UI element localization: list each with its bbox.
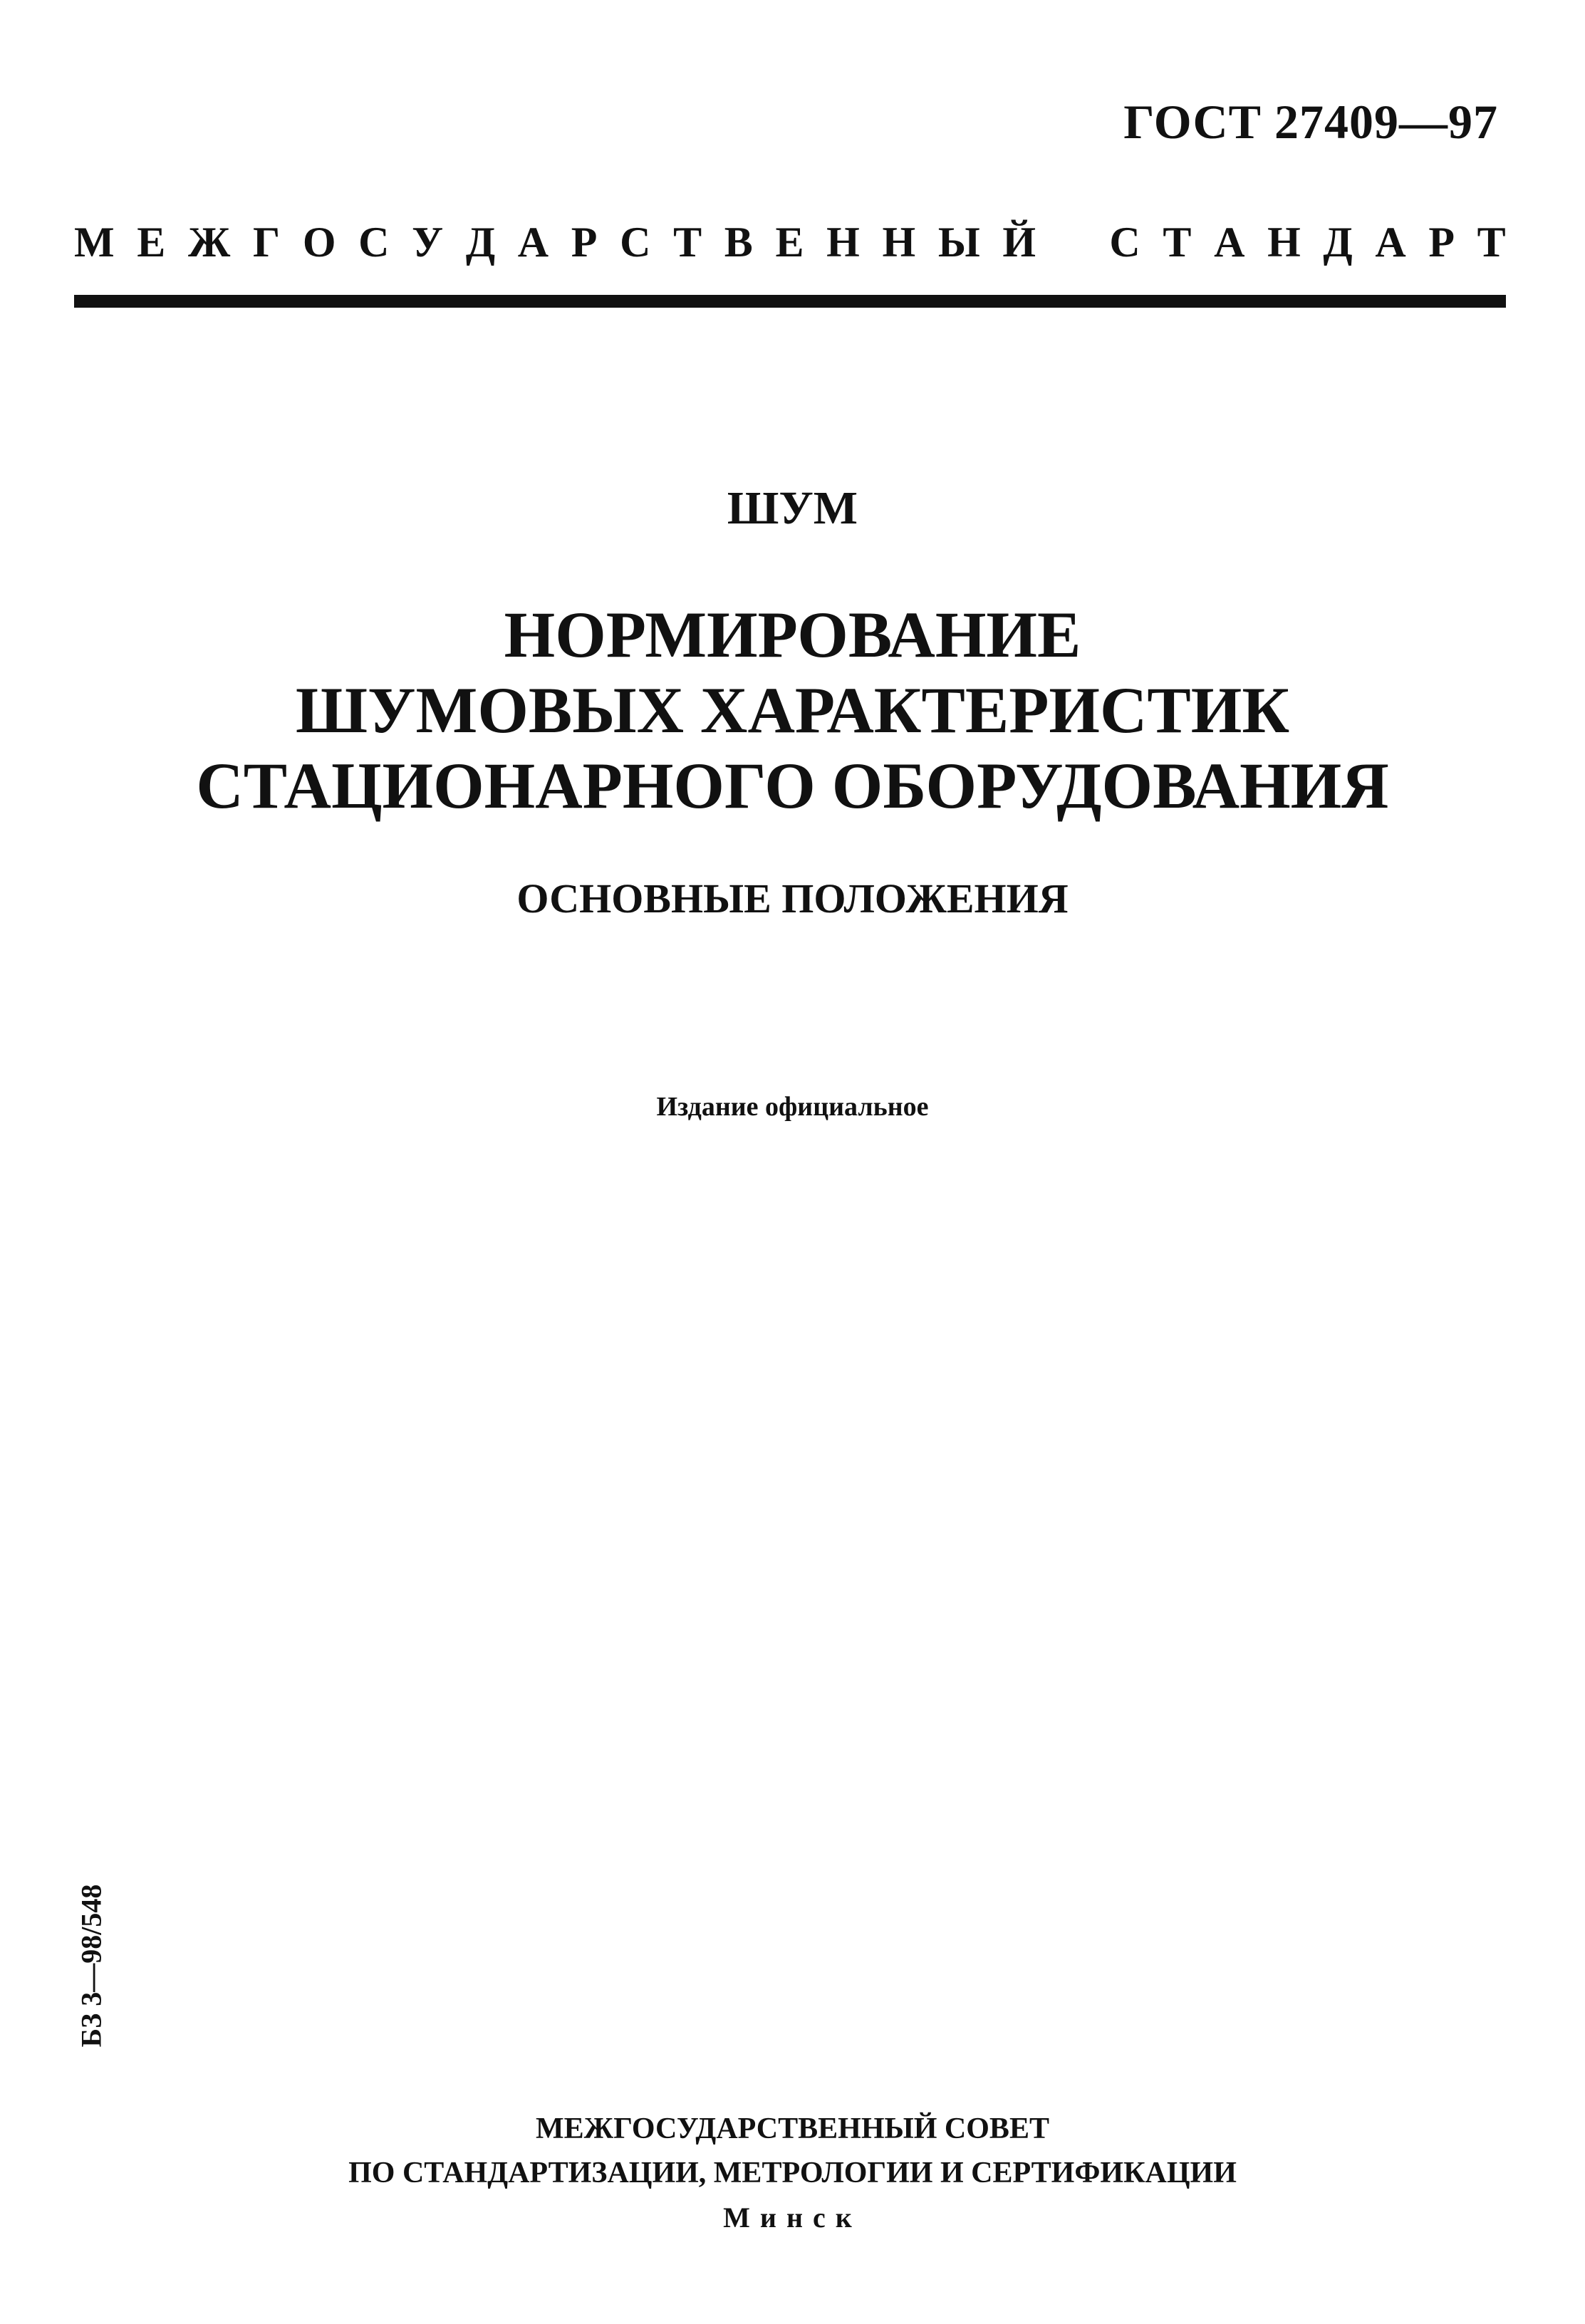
- heading-letter: А: [1375, 219, 1406, 266]
- header-rule: [74, 295, 1506, 308]
- title-line: ШУМОВЫХ ХАРАКТЕРИСТИК: [295, 674, 1290, 746]
- document-title: [0, 597, 1585, 823]
- publication-city: Минск: [723, 2201, 862, 2234]
- publisher-line: ПО СТАНДАРТИЗАЦИИ, МЕТРОЛОГИИ И СЕРТИФИКАЦИИ: [348, 2157, 1237, 2189]
- heading-letter: Д: [465, 219, 496, 266]
- title-line: СТАЦИОНАРНОГО ОБОРУДОВАНИЯ: [196, 749, 1389, 822]
- heading-letter: [1059, 218, 1087, 267]
- side-catalog-code: БЗ 3—98/548: [75, 1884, 108, 2048]
- heading-letter: Е: [775, 219, 804, 266]
- heading-letter: С: [1109, 219, 1140, 266]
- heading-letter: Ы: [937, 219, 980, 266]
- heading-letter: Н: [1267, 219, 1301, 266]
- heading-letter: Р: [1428, 219, 1455, 266]
- heading-letter: А: [517, 219, 549, 266]
- heading-letter: Н: [826, 219, 860, 266]
- heading-letter: Е: [137, 219, 166, 266]
- document-subtitle: ОСНОВНЫЕ ПОЛОЖЕНИЯ: [516, 875, 1069, 922]
- subject-heading: ШУМ: [727, 482, 858, 534]
- heading-letter: Т: [1477, 219, 1506, 266]
- heading-letter: С: [620, 219, 651, 266]
- heading-letter: М: [74, 219, 115, 266]
- heading-letter: В: [724, 219, 753, 266]
- heading-letter: С: [358, 219, 390, 266]
- heading-letter: Ж: [187, 219, 231, 266]
- heading-letter: Н: [882, 219, 916, 266]
- heading-letter: А: [1214, 219, 1245, 266]
- heading-letter: У: [412, 219, 444, 266]
- edition-note: Издание официальное: [656, 1092, 929, 1122]
- publisher-line: МЕЖГОСУДАРСТВЕННЫЙ СОВЕТ: [536, 2112, 1049, 2145]
- document-number: ГОСТ 27409—97: [1123, 95, 1498, 149]
- heading-letter: Й: [1002, 219, 1036, 266]
- heading-letter: Д: [1323, 219, 1353, 266]
- title-line: НОРМИРОВАНИЕ: [504, 598, 1081, 671]
- heading-letter: Т: [1163, 219, 1192, 266]
- heading-letter: Г: [252, 219, 281, 266]
- heading-letter: Т: [673, 219, 702, 266]
- standard-type-heading: [74, 218, 1506, 267]
- heading-letter: О: [302, 219, 336, 266]
- heading-letter: Р: [571, 219, 598, 266]
- publisher-block: [0, 2107, 1585, 2195]
